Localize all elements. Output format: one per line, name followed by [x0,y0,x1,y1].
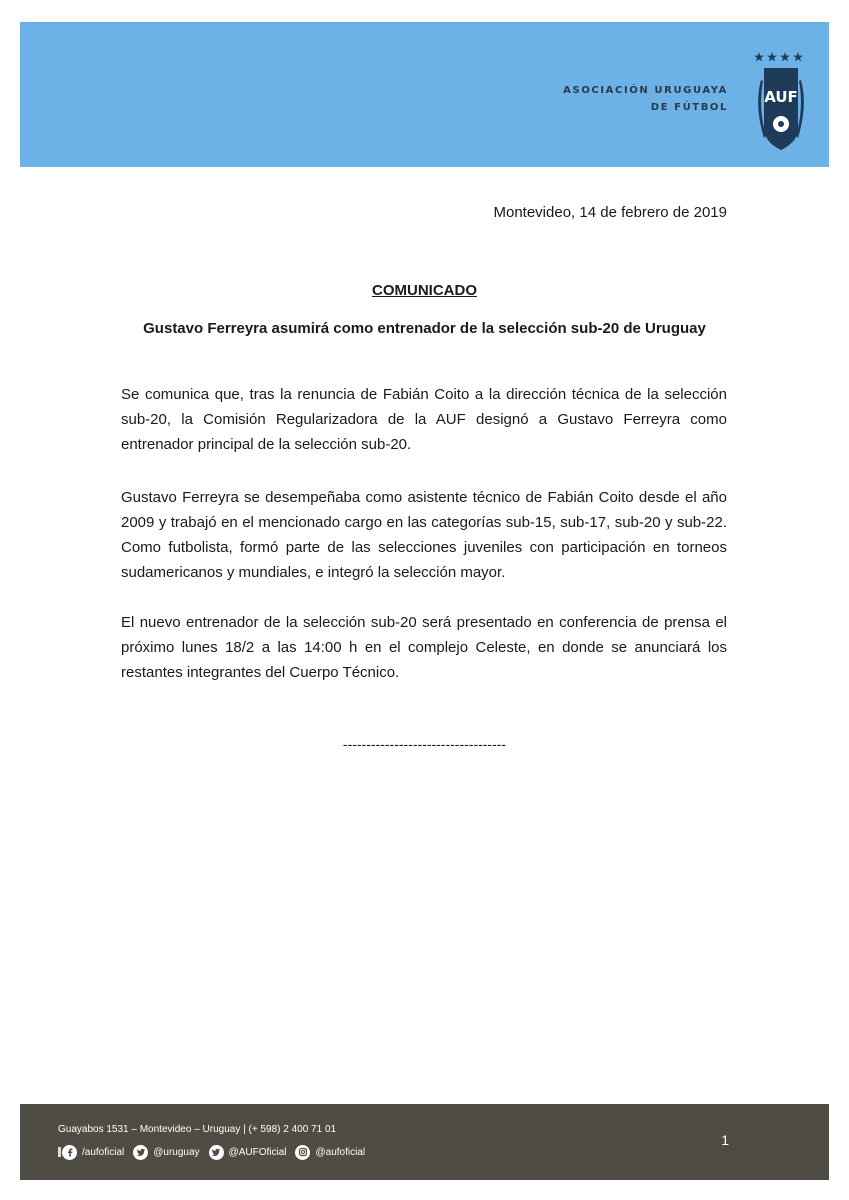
twitter-icon [133,1145,148,1160]
social-handle: @uruguay [153,1146,200,1158]
crest-lettering: AUF [764,88,798,106]
social-link-instagram[interactable] [295,1145,365,1160]
social-link-facebook[interactable] [62,1145,124,1160]
body-paragraph: Se comunica que, tras la renuncia de Fabián Coito a la dirección técnica de la selección sub-20, la Comisión Regularizadora de la AUF designó a Gustavo Ferreyra como entrenador principal de la selección sub-20. [121,386,727,453]
document-title: COMUNICADO [372,282,477,299]
organization-name [563,82,728,116]
organization-name-line1: ASOCIACIÓN URUGUAYA [563,85,728,96]
crest-star-icon [780,52,790,61]
auf-crest-logo [750,50,812,160]
organization-name-line2: DE FÚTBOL [650,102,728,113]
twitter-icon [209,1145,224,1160]
crest-star-icon [793,52,803,61]
footer-band [20,1104,829,1180]
footer-mark [58,1147,61,1157]
letterhead-band [20,22,829,167]
crest-star-icon [767,52,777,61]
page-number: 1 [721,1132,729,1148]
crest-shield [764,68,798,150]
document-subtitle: Gustavo Ferreyra asumirá como entrenador de la selección sub-20 de Uruguay [143,320,706,337]
social-link-twitter-aufoficial[interactable] [209,1145,287,1160]
social-handle: @AUFOficial [228,1146,287,1158]
closing-separator: ----------------------------------- [342,736,507,752]
facebook-icon [62,1145,77,1160]
social-handle: /aufoficial [82,1146,125,1158]
body-paragraph: El nuevo entrenador de la selección sub-20 será presentado en conferencia de prensa el próximo lunes 18/2 a las 14:00 h en el complejo Celeste, en donde se anunciará los restantes integrantes del Cuerpo Técnico. [121,614,727,681]
social-links [58,1142,374,1162]
document-date: Montevideo, 14 de febrero de 2019 [493,204,727,221]
body-paragraph: Gustavo Ferreyra se desempeñaba como asistente técnico de Fabián Coito desde el año 2009 y trabajó en el mencionado cargo en las categorías sub-15, sub-17, sub-20 y sub-22. Como futbolista, formó parte de las selecciones juveniles con participación en torneos sudamericanos y mundiales, e integró la selección mayor. [121,489,727,581]
social-handle: @aufoficial [315,1146,366,1158]
social-link-twitter-uruguay[interactable] [133,1145,199,1160]
footer-address: Guayabos 1531 – Montevideo – Uruguay | (+ 598) 2 400 71 01 [58,1124,337,1135]
crest-star-icon [754,52,764,61]
instagram-icon [295,1145,310,1160]
